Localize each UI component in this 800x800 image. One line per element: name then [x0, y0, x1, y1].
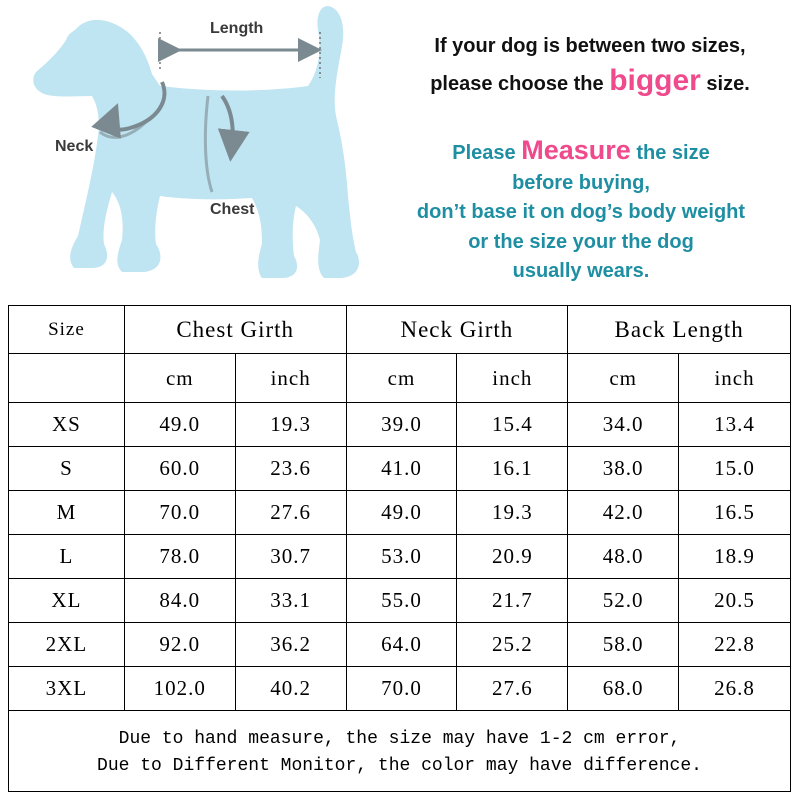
value-cell: 19.3 — [457, 491, 568, 535]
value-cell: 92.0 — [124, 623, 235, 667]
unit-blank-cell — [9, 354, 125, 403]
table-row — [9, 667, 791, 711]
length-label: Length — [210, 20, 264, 37]
table-row — [9, 623, 791, 667]
value-cell: 30.7 — [235, 535, 346, 579]
value-cell: 40.2 — [235, 667, 346, 711]
value-cell: 15.0 — [679, 447, 791, 491]
size-cell: XS — [9, 403, 125, 447]
value-cell: 53.0 — [346, 535, 457, 579]
value-cell: 48.0 — [568, 535, 679, 579]
value-cell: 27.6 — [457, 667, 568, 711]
value-cell: 23.6 — [235, 447, 346, 491]
chest-label: Chest — [210, 201, 255, 218]
value-cell: 102.0 — [124, 667, 235, 711]
value-cell: 13.4 — [679, 403, 791, 447]
value-cell: 18.9 — [679, 535, 791, 579]
table-row — [9, 447, 791, 491]
header-line-2 — [385, 64, 795, 98]
size-cell: 2XL — [9, 623, 125, 667]
size-cell: L — [9, 535, 125, 579]
value-cell: 15.4 — [457, 403, 568, 447]
value-cell: 42.0 — [568, 491, 679, 535]
value-cell: 70.0 — [346, 667, 457, 711]
value-cell: 78.0 — [124, 535, 235, 579]
unit-header-row — [9, 354, 791, 403]
value-cell: 52.0 — [568, 579, 679, 623]
value-cell: 55.0 — [346, 579, 457, 623]
disclaimer-line-2: Due to Different Monitor, the color may have difference. — [97, 756, 702, 776]
advice-line-4: or the size your the dog — [468, 230, 694, 253]
back-length-header: Back Length — [568, 306, 791, 354]
advice-line-1-before: Please — [452, 142, 522, 164]
value-cell: 39.0 — [346, 403, 457, 447]
value-cell: 58.0 — [568, 623, 679, 667]
unit-cell: inch — [679, 354, 791, 403]
unit-cell: cm — [568, 354, 679, 403]
value-cell: 70.0 — [124, 491, 235, 535]
advice-line-1-after: the size — [630, 142, 710, 164]
measure-advice — [372, 136, 790, 287]
unit-cell: cm — [346, 354, 457, 403]
neck-label: Neck — [55, 138, 94, 155]
value-cell: 49.0 — [346, 491, 457, 535]
size-cell: M — [9, 491, 125, 535]
unit-cell: inch — [457, 354, 568, 403]
value-cell: 41.0 — [346, 447, 457, 491]
value-cell: 21.7 — [457, 579, 568, 623]
value-cell: 84.0 — [124, 579, 235, 623]
value-cell: 22.8 — [679, 623, 791, 667]
table-row — [9, 579, 791, 623]
value-cell: 19.3 — [235, 403, 346, 447]
disclaimer-line-1: Due to hand measure, the size may have 1-2 cm error, — [118, 729, 681, 749]
value-cell: 27.6 — [235, 491, 346, 535]
advice-line-2: before buying, — [512, 171, 650, 194]
advice-line-5: usually wears. — [512, 260, 650, 282]
value-cell: 60.0 — [124, 447, 235, 491]
size-header: Size — [9, 306, 125, 354]
advice-line-1 — [372, 136, 790, 169]
value-cell: 16.1 — [457, 447, 568, 491]
size-cell: XL — [9, 579, 125, 623]
value-cell: 38.0 — [568, 447, 679, 491]
advice-emphasis: Measure — [521, 135, 631, 165]
value-cell: 33.1 — [235, 579, 346, 623]
size-cell: 3XL — [9, 667, 125, 711]
size-cell: S — [9, 447, 125, 491]
value-cell: 34.0 — [568, 403, 679, 447]
table-row — [9, 491, 791, 535]
value-cell: 36.2 — [235, 623, 346, 667]
value-cell: 25.2 — [457, 623, 568, 667]
table-row — [9, 403, 791, 447]
value-cell: 68.0 — [568, 667, 679, 711]
table-row — [9, 535, 791, 579]
unit-cell: cm — [124, 354, 235, 403]
disclaimer-note — [8, 714, 791, 792]
group-header-row — [9, 306, 791, 354]
size-chart-table — [8, 305, 791, 711]
header-line-1: If your dog is between two sizes, — [434, 35, 746, 57]
neck-girth-header: Neck Girth — [346, 306, 568, 354]
value-cell: 20.9 — [457, 535, 568, 579]
header-line-2-before: please choose the — [430, 73, 610, 95]
value-cell: 16.5 — [679, 491, 791, 535]
chest-girth-header: Chest Girth — [124, 306, 346, 354]
header-emphasis: bigger — [609, 64, 701, 97]
header-line-2-after: size. — [700, 73, 750, 95]
unit-cell: inch — [235, 354, 346, 403]
value-cell: 26.8 — [679, 667, 791, 711]
advice-line-3: don’t base it on dog’s body weight — [416, 201, 746, 223]
value-cell: 49.0 — [124, 403, 235, 447]
value-cell: 64.0 — [346, 623, 457, 667]
value-cell: 20.5 — [679, 579, 791, 623]
